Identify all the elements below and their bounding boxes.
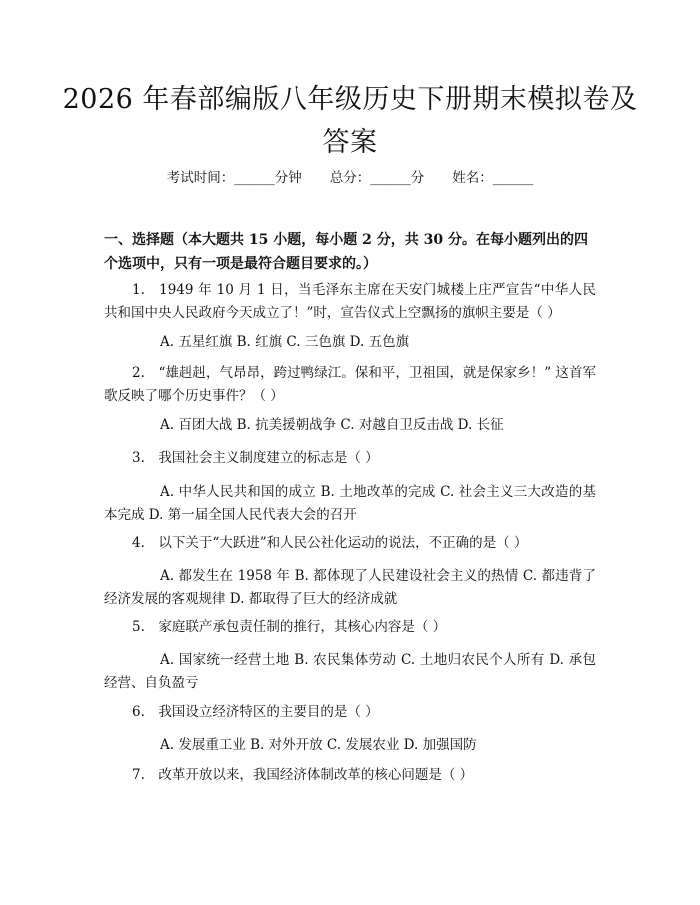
time-blank: ______ <box>234 170 275 186</box>
question-options: A. 都发生在 1958 年 B. 都体现了人民建设社会主义的热情 C. 都违背了经济发展的客观规律 D. 都取得了巨大的经济成就 <box>104 568 596 607</box>
question-stem: 4. 以下关于“大跃进”和人民公社化运动的说法，不正确的是（ ） <box>132 535 528 551</box>
page-title: 2026 年春部编版八年级历史下册期末模拟卷及答案 <box>62 84 638 158</box>
question-stem: 1. 1949 年 10 月 1 日，当毛泽东主席在天安门城楼上庄严宣告“中华人民共和国中央人民政府今天成立了！”时，宣告仪式上空飘扬的旗帜主要是（ ） <box>104 282 596 321</box>
score-blank: ______ <box>370 170 411 186</box>
score-unit: 分 <box>410 170 425 186</box>
exam-info-line <box>0 168 700 188</box>
name-blank: ______ <box>492 170 534 186</box>
name-label: 姓名： <box>452 170 493 186</box>
question-stem: 6. 我国设立经济特区的主要目的是（ ） <box>132 704 379 720</box>
time-label: 考试时间： <box>166 170 235 186</box>
question-options: A. 国家统一经营土地 B. 农民集体劳动 C. 土地归农民个人所有 D. 承包经营、自负盈亏 <box>104 652 596 691</box>
question-stem: 3. 我国社会主义制度建立的标志是（ ） <box>132 450 379 466</box>
question-options: A. 中华人民共和国的成立 B. 土地改革的完成 C. 社会主义三大改造的基本完成 D. 第一届全国人民代表大会的召开 <box>104 484 596 523</box>
question-options: A. 五星红旗 B. 红旗 C. 三色旗 D. 五色旗 <box>160 334 410 350</box>
question-stem: 7. 改革开放以来，我国经济体制改革的核心问题是（ ） <box>132 767 474 783</box>
question-stem: 5. 家庭联产承包责任制的推行，其核心内容是（ ） <box>132 619 447 635</box>
question-options: A. 百团大战 B. 抗美援朝战争 C. 对越自卫反击战 D. 长征 <box>160 417 504 433</box>
question-stem: 2. “雄赳赳，气昂昂，跨过鸭绿江。保和平，卫祖国，就是保家乡！” 这首军歌反映了哪个历史事件？（ ） <box>104 365 596 404</box>
time-unit: 分钟 <box>274 170 302 186</box>
section-heading: 一、选择题（本大题共 15 小题，每小题 2 分，共 30 分。在每小题列出的四个选项中，只有一项是最符合题目要求的。） <box>104 232 588 272</box>
question-options: A. 发展重工业 B. 对外开放 C. 发展农业 D. 加强国防 <box>160 737 477 753</box>
score-label: 总分： <box>329 170 371 186</box>
